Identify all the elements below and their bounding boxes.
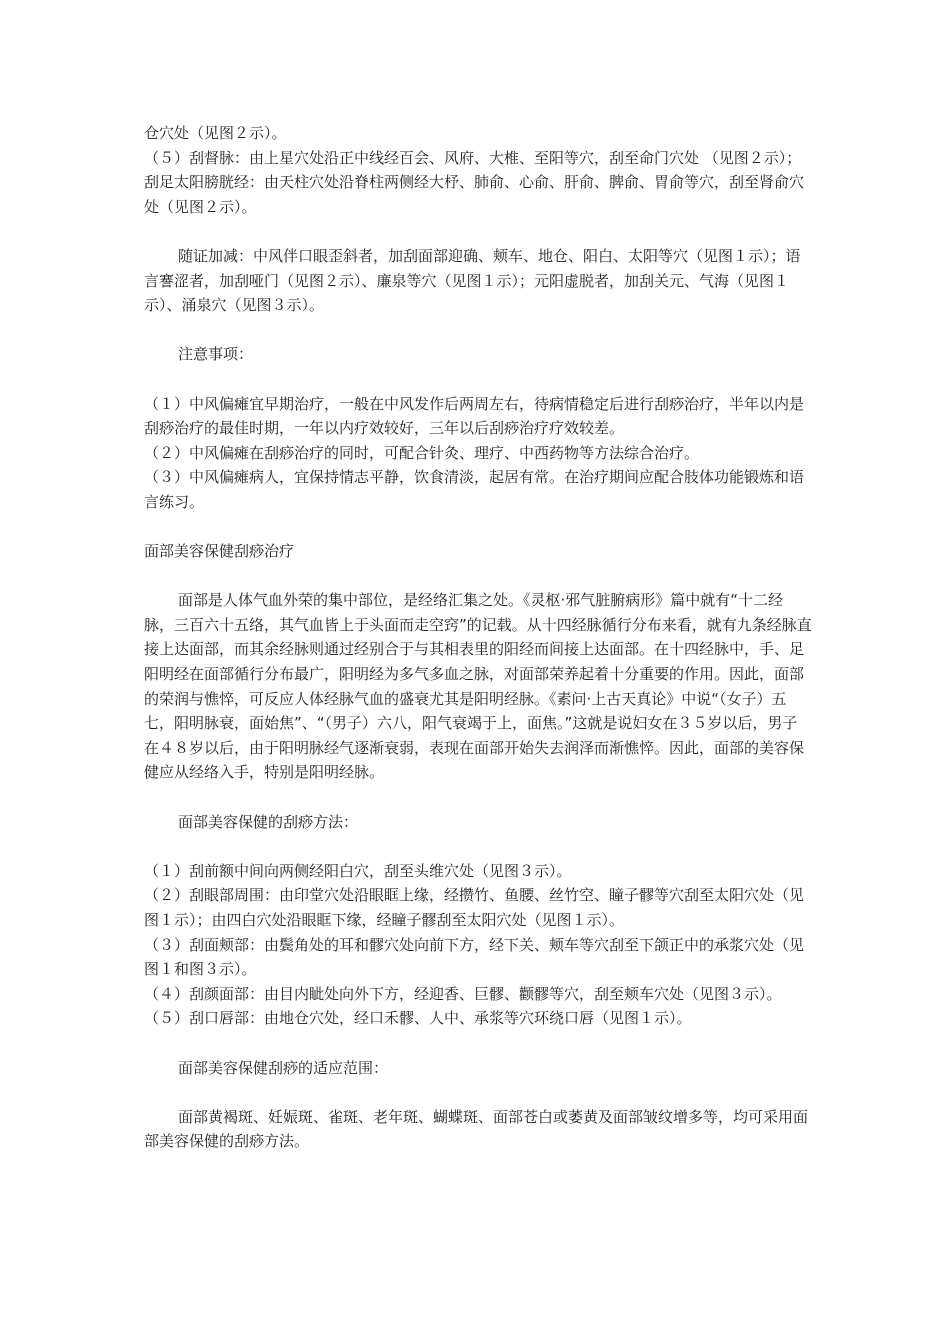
section-heading-precautions: 注意事项：: [178, 345, 254, 364]
spacer: [144, 564, 812, 589]
spacer: [144, 834, 812, 859]
spacer: [144, 1080, 812, 1105]
precaution-item-3: （３）中风偏瘫病人，宜保持情志平静，饮食清淡，起居有常。在治疗期间应配合肢体功能锻炼和语言练习。: [144, 468, 805, 511]
method-item-4: （４）刮颜面部：由目内眦处向外下方，经迎香、巨髎、颧髎等穴，刮至颊车穴处（见图３示）。: [144, 984, 782, 1003]
precaution-item-1: （１）中风偏瘫宜早期治疗，一般在中风发作后两周左右，待病情稳定后进行刮痧治疗，半年以内是刮痧治疗的最佳时期，一年以内疗效较好，三年以后刮痧治疗疗效较差。: [144, 394, 805, 438]
spacer: [144, 785, 812, 810]
spacer: [144, 1031, 812, 1056]
document-page: [144, 121, 812, 1154]
section-heading-methods: 面部美容保健的刮痧方法：: [178, 812, 359, 831]
section-heading-scope: 面部美容保健刮痧的适应范围：: [178, 1058, 389, 1077]
method-item-2: （２）刮眼部周围：由印堂穴处沿眼眶上缘，经攒竹、鱼腰、丝竹空、瞳子髎等穴刮至太阳穴处（见图１示）；由四白穴处沿眼眶下缘，经瞳子髎刮至太阳穴处（见图１示）。: [144, 886, 805, 929]
spacer: [144, 219, 812, 244]
paragraph-symptom-adjustment: 随证加减：中风伴口眼歪斜者，加刮面部迎确、颊车、地仓、阳白、太阳等穴（见图１示）；语言謇涩者，加刮哑门（见图２示）、廉泉等穴（见图１示）；元阳虚脱者，加刮关元、气海（见图１示）、涌泉穴（见图３示）。: [144, 246, 801, 315]
spacer: [144, 515, 812, 540]
section-title-facial-beauty: 面部美容保健刮痧治疗: [144, 542, 295, 561]
method-item-5: （５）刮口唇部：由地仓穴处，经口禾髎、人中、承浆等穴环绕口唇（见图１示）。: [144, 1009, 692, 1028]
spacer: [144, 367, 812, 392]
method-item-3: （３）刮面颊部：由鬓角处的耳和髎穴处向前下方，经下关、颊车等穴刮至下颌正中的承浆穴处（见图１和图３示）。: [144, 935, 805, 979]
text-line: 仓穴处（见图２示）。: [144, 124, 287, 142]
spacer: [144, 318, 812, 343]
precaution-item-2: （２）中风偏瘫在刮痧治疗的同时，可配合针灸、理疗、中西药物等方法综合治疗。: [144, 443, 700, 462]
method-item-1: （１）刮前额中间向两侧经阳白穴，刮至头维穴处（见图３示）。: [144, 861, 572, 880]
paragraph-governor-vessel: （５）刮督脉：由上星穴处沿正中线经百会、风府、大椎、至阳等穴，刮至命门穴处 （见图２示）；刮足太阳膀胱经：由天柱穴处沿脊柱两侧经大杼、肺俞、心俞、肝俞、脾俞、胃俞等穴，刮至肾俞穴处（见图２示）。: [144, 148, 805, 216]
paragraph-facial-meridians: 面部是人体气血外荣的集中部位，是经络汇集之处。《灵枢·邪气脏腑病形》篇中就有“十二经脉，三百六十五络，其气血皆上于头面而走空窍”的记载。从十四经脉循行分布来看，就有九条经脉直接上达面部，而其余经脉则通过经别合于与其相表里的阳经而间接上达面部。在十四经脉中，手、足阳明经在面部循行分布最广，阳明经为多气多血之脉，对面部荣养起着十分重要的作用。因此，面部的荣润与憔悴，可反应人体经脉气血的盛衰尤其是阳明经脉。《素问·上古天真论》中说“（女子）五七，阳明脉衰，面始焦”、“（男子）六八，阳气衰竭于上，面焦。”这就是说妇女在３５岁以后，男子在４８岁以后，由于阳明脉经气逐渐衰弱，表现在面部开始失去润泽而渐憔悴。因此，面部的美容保健应从经络入手，特别是阳明经脉。: [144, 591, 812, 782]
paragraph-scope: 面部黄褐斑、妊娠斑、雀斑、老年斑、蝴蝶斑、面部苍白或萎黄及面部皱纹增多等，均可采用面部美容保健的刮痧方法。: [144, 1107, 809, 1151]
